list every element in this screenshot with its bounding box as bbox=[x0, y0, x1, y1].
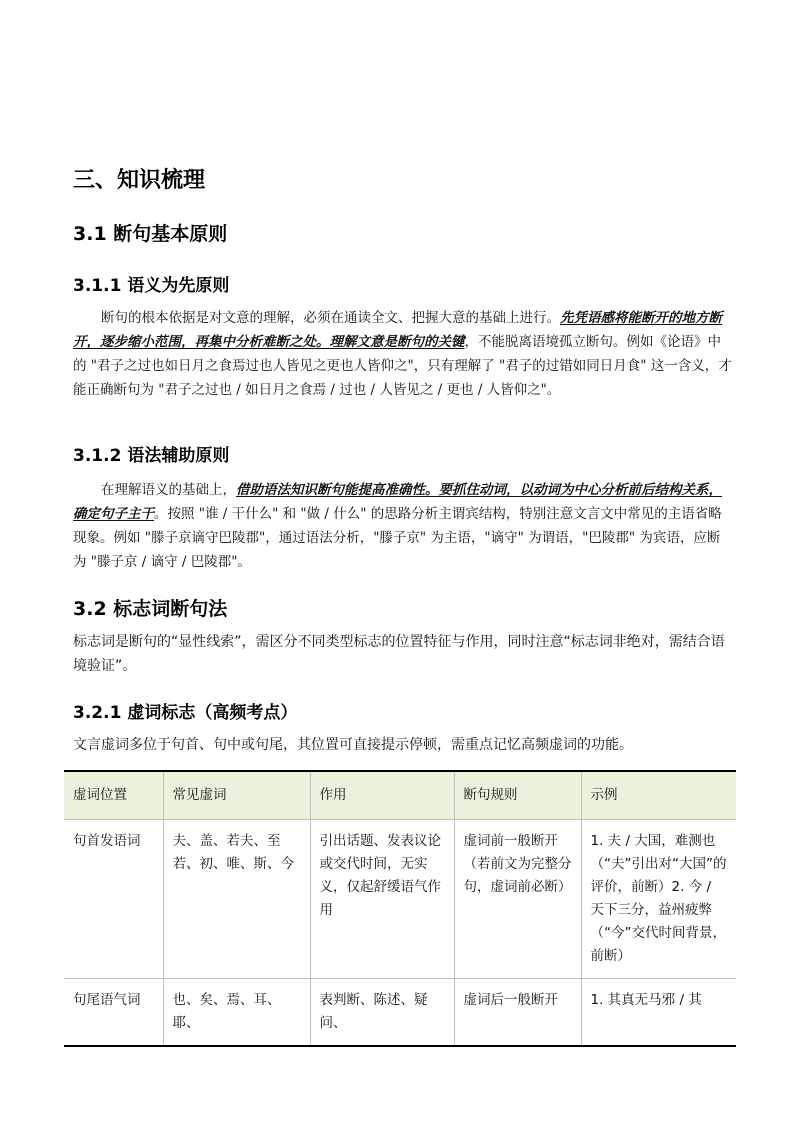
section-heading: 三、知识梳理 bbox=[73, 168, 206, 193]
heading-3-2: 3.2 标志词断句法 bbox=[73, 598, 228, 620]
paragraph-text: 。按照 "谁 / 干什么" 和 "做 / 什么" 的思路分析主谓宾结构，特别注意文言文中常见的主语省略现象。例如 "滕子京谪守巴陵郡"，通过语法分析，"滕子京" 为主语，"谪守" 为谓语，"巴陵郡" 为宾语，应断为 "滕子京 / 谪守 / 巴陵郡"。 bbox=[73, 506, 722, 570]
column-header: 断句规则 bbox=[454, 771, 581, 820]
function-words-table bbox=[64, 770, 736, 1047]
column-header: 常见虚词 bbox=[163, 771, 310, 820]
paragraph-3-1-2 bbox=[73, 478, 733, 574]
paragraph-3-1-1 bbox=[73, 306, 733, 402]
heading-3-1-1: 3.1.1 语义为先原则 bbox=[73, 276, 230, 296]
table-cell: 引出话题、发表议论或交代时间，无实义，仅起舒缓语气作用 bbox=[310, 820, 454, 979]
table-cell: 夫、盖、若夫、至若、初、唯、斯、今 bbox=[163, 820, 310, 979]
table-row bbox=[64, 820, 736, 979]
table-row bbox=[64, 979, 736, 1047]
heading-3-2-1: 3.2.1 虚词标志（高频考点） bbox=[73, 703, 298, 723]
emphasis-text: 借助语法知识断句能提高准确性。要抓住动词，以动词为中心分析前后结构关系，确定句子主干 bbox=[73, 482, 722, 522]
column-header: 示例 bbox=[581, 771, 736, 820]
table-cell: 虚词前一般断开（若前文为完整分句，虚词前必断） bbox=[454, 820, 581, 979]
table-header-row bbox=[64, 771, 736, 820]
table-cell: 句尾语气词 bbox=[64, 979, 163, 1047]
paragraph-text: 在理解语义的基础上， bbox=[101, 482, 236, 498]
column-header: 虚词位置 bbox=[64, 771, 163, 820]
table-cell: 1. 夫 / 大国，难测也（“夫”引出对“大国”的评价，前断）2. 今 / 天下三分，益州疲弊（“今”交代时间背景，前断） bbox=[581, 820, 736, 979]
table-cell: 表判断、陈述、疑问、 bbox=[310, 979, 454, 1047]
emphasis-text: 先凭语感将能断开的地方断开，逐步缩小范围，再集中分析难断之处。理解文意是断句的关键 bbox=[73, 310, 722, 350]
table-cell: 1. 其真无马邪 / 其 bbox=[581, 979, 736, 1047]
paragraph-3-2-1: 文言虚词多位于句首、句中或句尾，其位置可直接提示停顿，需重点记忆高频虚词的功能。 bbox=[73, 737, 633, 753]
paragraph-text: 断句的根本依据是对文意的理解，必须在通读全文、把握大意的基础上进行。 bbox=[101, 310, 560, 326]
table-cell: 也、矣、焉、耳、耶、 bbox=[163, 979, 310, 1047]
paragraph-text: ，不能脱离语境孤立断句。例如《论语》中的 "君子之过也如日月之食焉过也人皆见之更也人皆仰之"，只有理解了 "君子的过错如同日月食" 这一含义，才能正确断句为 "君子之过也 / 如日月之食焉 / 过也 / 人皆见之 / 更也 / 人皆仰之"。 bbox=[73, 334, 732, 398]
heading-3-1: 3.1 断句基本原则 bbox=[73, 223, 228, 245]
column-header: 作用 bbox=[310, 771, 454, 820]
table-cell: 虚词后一般断开 bbox=[454, 979, 581, 1047]
paragraph-3-2: 标志词是断句的“显性线索”，需区分不同类型标志的位置特征与作用，同时注意“标志词非绝对，需结合语境验证”。 bbox=[73, 634, 725, 674]
table-cell: 句首发语词 bbox=[64, 820, 163, 979]
heading-3-1-2: 3.1.2 语法辅助原则 bbox=[73, 446, 230, 466]
